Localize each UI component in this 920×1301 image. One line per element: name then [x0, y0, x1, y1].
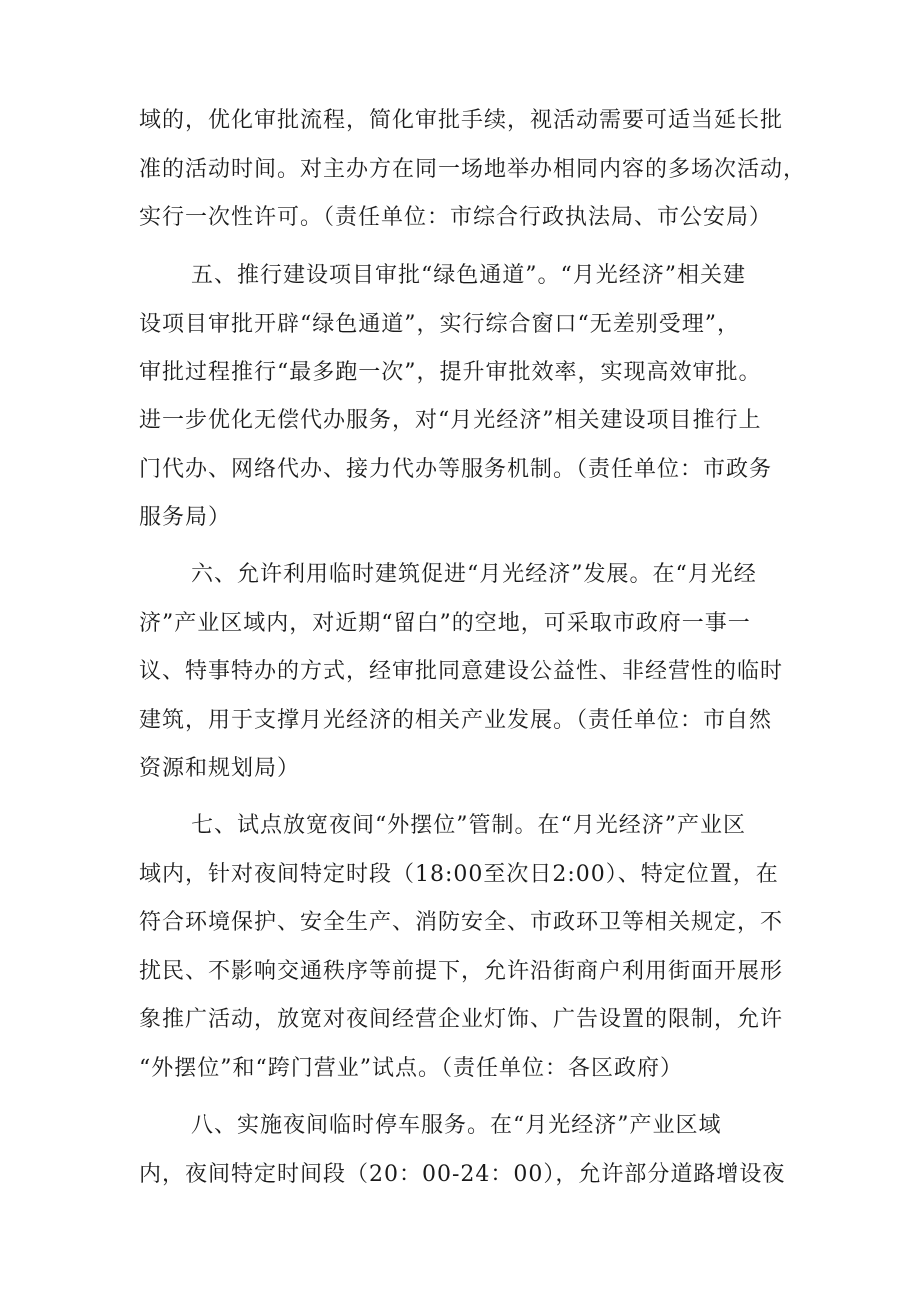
text-line-content: 域内，针对夜间特定时段（18:00至次日2:00）、特定位置，在	[139, 862, 779, 887]
text-line	[0, 200, 920, 236]
text-line-content: 议、特事特办的方式，经审批同意建设公益性、非经营性的临时	[139, 659, 784, 684]
text-line-content: 八、实施夜间临时停车服务。在“月光经济”产业区域	[191, 1113, 722, 1138]
text-line-content: 设项目审批开辟“绿色通道”，实行综合窗口“无差别受理”，	[139, 312, 740, 337]
text-line	[0, 403, 920, 439]
text-line	[0, 654, 920, 690]
text-line	[0, 905, 920, 941]
text-line-content: 建筑，用于支撑月光经济的相关产业发展。（责任单位：市自然	[139, 708, 773, 733]
text-line	[0, 1157, 920, 1193]
text-line	[0, 808, 920, 844]
text-line-content: 进一步优化无偿代办服务，对“月光经济”相关建设项目推行上	[139, 408, 762, 433]
text-line-content: 五、推行建设项目审批“绿色通道”。“月光经济”相关建	[191, 263, 746, 288]
text-line-content: “外摆位”和“跨门营业”试点。（责任单位：各区政府）	[139, 1056, 683, 1081]
text-line-content: 服务局）	[139, 505, 232, 530]
text-line-content: 象推广活动，放宽对夜间经营企业灯饰、广告设置的限制，允许	[139, 1007, 784, 1032]
text-line	[0, 703, 920, 739]
text-line	[0, 1108, 920, 1144]
text-line	[0, 258, 920, 294]
text-line	[0, 103, 920, 139]
text-line	[0, 355, 920, 391]
text-line	[0, 557, 920, 593]
text-line-content: 六、允许利用临时建筑促进“月光经济”发展。在“月光经	[191, 562, 757, 587]
text-line	[0, 307, 920, 343]
text-line	[0, 152, 920, 188]
text-line	[0, 606, 920, 642]
text-line-content: 内，夜间特定时间段（20：00-24：00），允许部分道路增设夜	[139, 1162, 786, 1187]
text-line-content: 准的活动时间。对主办方在同一场地举办相同内容的多场次活动，	[139, 157, 807, 182]
text-line-content: 济”产业区域内，对近期“留白”的空地，可采取市政府一事一	[139, 611, 751, 636]
text-line-content: 七、试点放宽夜间“外摆位”管制。在“月光经济”产业区	[191, 813, 746, 838]
text-line	[0, 857, 920, 893]
text-line-content: 实行一次性许可。（责任单位：市综合行政执法局、市公安局）	[139, 205, 773, 230]
text-line	[0, 751, 920, 787]
text-line	[0, 1002, 920, 1038]
text-line-content: 扰民、不影响交通秩序等前提下，允许沿街商户利用街面开展形	[139, 959, 784, 984]
text-line	[0, 1051, 920, 1087]
text-line-content: 审批过程推行“最多跑一次”，提升审批效率，实现高效审批。	[139, 360, 762, 385]
text-line	[0, 452, 920, 488]
text-line	[0, 500, 920, 536]
text-line-content: 门代办、网络代办、接力代办等服务机制。（责任单位：市政务	[139, 457, 773, 482]
text-line-content: 域的，优化审批流程，简化审批手续，视活动需要可适当延长批	[139, 108, 784, 133]
text-line-content: 符合环境保护、安全生产、消防安全、市政环卫等相关规定，不	[139, 910, 784, 935]
text-line	[0, 954, 920, 990]
text-line-content: 资源和规划局）	[139, 756, 301, 781]
